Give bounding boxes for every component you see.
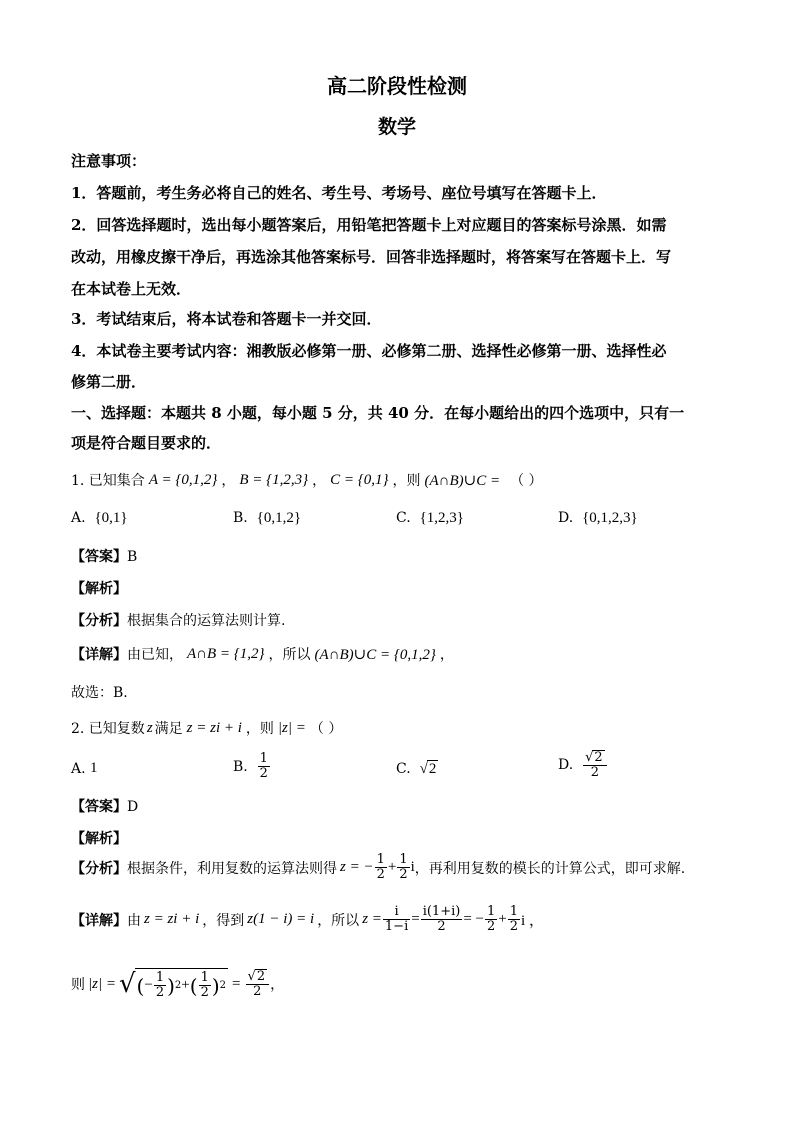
q1-blank: （ ） xyxy=(510,473,543,489)
section-heading: 一、选择题：本题共 8 小题，每小题 5 分，共 40 分．在每小题给出的四个选项中，只有一 xyxy=(71,404,685,422)
q1-option-c: C. {1,2,3} xyxy=(396,510,464,526)
section-heading-cont: 项是符合题目要求的． xyxy=(71,434,222,452)
q2-fenxi: 【分析】 根据条件，利用复数的运算法则得 z = − $\frac{1}{2}$ + $\frac{1}{2}$ i ，再利用复数的模长的计算公式，即可求解. xyxy=(71,852,686,882)
note-line: 4．本试卷主要考试内容：湘教版必修第一册、必修第二册、选择性必修第一册、选择性必 xyxy=(71,342,667,360)
q1-option-d: D. {0,1,2,3} xyxy=(558,510,638,526)
q2-analysis-label: 【解析】 xyxy=(71,831,127,847)
q1-conclusion: 故选：B. xyxy=(71,685,128,701)
note-line: 修第二册． xyxy=(71,373,147,391)
q1-analysis-label: 【解析】 xyxy=(71,581,127,597)
subject-title: 数学 xyxy=(377,116,416,138)
q1-fenxi: 【分析】根据集合的运算法则计算. xyxy=(71,613,286,629)
q1-detail: 【详解】 由已知， A∩B = {1,2} ，所以 (A∩B)∪C = {0,1,2} ， xyxy=(71,645,454,663)
note-line: 改动，用橡皮擦干净后，再选涂其他答案标号．回答非选择题时，将答案写在答题卡上．写 xyxy=(71,248,672,266)
q2-option-b: B. $\frac{1}{2}$ xyxy=(233,751,268,781)
note-line: 1．答题前，考生务必将自己的姓名、考生号、考场号、座位号填写在答题卡上． xyxy=(71,184,607,202)
q2-option-c: C. √2 xyxy=(396,761,437,777)
q1-set-a: A = {0,1,2} xyxy=(148,471,218,488)
notes-heading: 注意事项： xyxy=(71,152,147,170)
q1-option-a: A. {0,1} xyxy=(71,510,128,526)
q2-answer: 【答案】D xyxy=(71,799,139,815)
q1-answer: 【答案】B xyxy=(71,549,138,565)
note-line: 3．考试结束后，将本试卷和答题卡一并交回． xyxy=(71,310,382,328)
q2-final: 则 |z| = √ ( − $\frac{1}{2}$ ) 2 + ( $\frac{1}{2}$ ) 2 = $\frac{√2}{2}$ ， xyxy=(71,969,285,1000)
q2-option-a: A. 1 xyxy=(71,760,98,777)
q1-stem: 1. 已知集合 A = {0,1,2} ， B = {1,2,3} ， C = {0,1} ，则 (A∩B)∪C = （ ） xyxy=(71,471,543,489)
q1-set-b: B = {1,2,3} xyxy=(239,471,309,488)
q2-detail: 【详解】 由 z = zi + i ，得到 z(1 − i) = i ，所以 z = $\frac{i}{1-i}$ = $\frac{i(1+i)}{2}$ = − $\frac{1}{2}$ + $\frac{1}{2}$ i ， xyxy=(71,904,544,934)
q2-option-d: D. $\frac{√2}{2}$ xyxy=(558,750,608,780)
q1-option-b: B. {0,1,2} xyxy=(233,510,302,526)
q1-ask: ，则 xyxy=(392,473,421,489)
q1-expression: (A∩B)∪C = xyxy=(424,472,501,489)
q1-prefix: 1. 已知集合 xyxy=(71,473,145,489)
page-title: 高二阶段性检测 xyxy=(327,74,467,98)
note-line: 在本试卷上无效． xyxy=(71,280,192,298)
note-line: 2．回答选择题时，选出每小题答案后，用铅笔把答题卡上对应题目的答案标号涂黑．如需 xyxy=(71,216,667,234)
q1-set-c: C = {0,1} xyxy=(330,471,389,488)
q2-stem: 2. 已知复数 z 满足 z = zi + i ，则 |z| = （ ） xyxy=(71,719,343,737)
